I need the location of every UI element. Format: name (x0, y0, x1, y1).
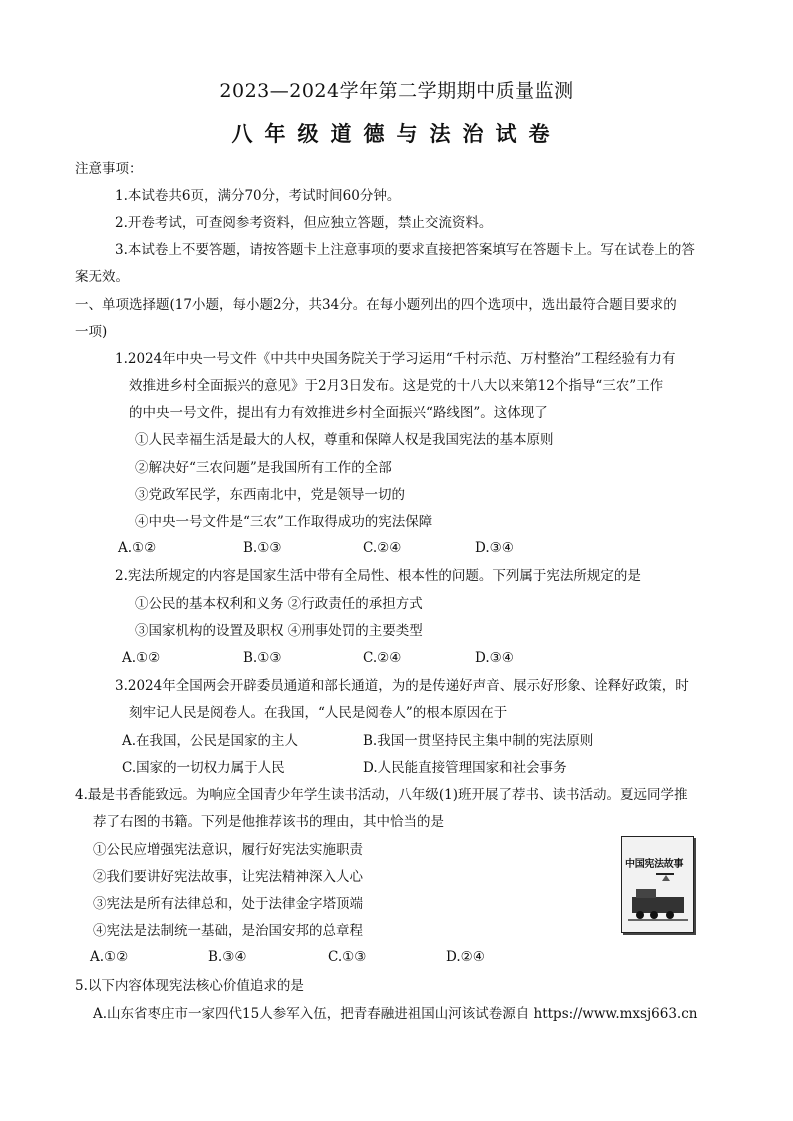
q4-option-c: C.①③ (328, 949, 367, 965)
q4-stem-line-2: 荐了右图的书籍。下列是他推荐该书的理由，其中恰当的是 (93, 814, 444, 830)
note-3-line-2: 案无效。 (75, 269, 129, 285)
q1-option-d: D.③④ (475, 540, 514, 556)
q1-statement-2: ②解决好“三农问题”是我国所有工作的全部 (135, 460, 392, 476)
q1-stem-line-3: 的中央一号文件，提出有力有效推进乡村全面振兴“路线图”。这体现了 (129, 405, 548, 421)
section-heading-cont: 一项) (75, 324, 108, 340)
q2-statements-2: ③国家机构的设置及职权 ④刑事处罚的主要类型 (135, 623, 423, 639)
q3-option-a: A.在我国，公民是国家的主人 (122, 733, 299, 749)
q4-statement-3: ③宪法是所有法律总和，处于法律金字塔顶端 (93, 896, 363, 912)
q2-statements-1: ①公民的基本权利和义务 ②行政责任的承担方式 (135, 596, 423, 612)
exam-title: 2023—2024学年第二学期期中质量监测 (219, 80, 574, 102)
q3-option-c: C.国家的一切权力属于人民 (122, 760, 285, 776)
exam-subtitle: 八年级道德与法治试卷 (231, 121, 562, 146)
q3-option-d: D.人民能直接管理国家和社会事务 (363, 760, 567, 776)
note-1: 1.本试卷共6页，满分70分，考试时间60分钟。 (115, 188, 401, 204)
q1-statement-4: ④中央一号文件是“三农”工作取得成功的宪法保障 (135, 514, 433, 530)
q2-option-c: C.②④ (363, 650, 402, 666)
q4-statement-4: ④宪法是法制统一基础，是治国安邦的总章程 (93, 923, 363, 939)
q3-option-b: B.我国一贯坚持民主集中制的宪法原则 (363, 733, 594, 749)
book-train-illustration (622, 837, 693, 932)
q1-option-a: A.①② (118, 540, 157, 556)
q1-stem-line-2: 效推进乡村全面振兴的意见》于2月3日发布。这是党的十八大以来第12个指导“三农”工作 (129, 378, 664, 394)
q4-statement-1: ①公民应增强宪法意识，履行好宪法实施职责 (93, 842, 363, 858)
q1-option-c: C.②④ (363, 540, 402, 556)
notes-heading: 注意事项： (75, 161, 143, 177)
q3-stem-line-2: 刻牢记人民是阅卷人。在我国，“人民是阅卷人”的根本原因在于 (129, 705, 508, 721)
q2-option-b: B.①③ (243, 650, 282, 666)
q5-stem: 5.以下内容体现宪法核心价值追求的是 (75, 978, 304, 994)
note-2: 2.开卷考试，可查阅参考资料，但应独立答题，禁止交流资料。 (115, 215, 493, 231)
book-title: 中国宪法故事 (625, 859, 684, 870)
q1-option-b: B.①③ (243, 540, 282, 556)
section-heading: 一、单项选择题(17小题，每小题2分，共34分。在每小题列出的四个选项中，选出最符合题目要求的 (75, 297, 677, 313)
q1-statement-1: ①人民幸福生活是最大的人权，尊重和保障人权是我国宪法的基本原则 (135, 432, 554, 448)
q1-stem-line-1: 1.2024年中央一号文件《中共中央国务院关于学习运用“千村示范、万村整治”工程经验有力有 (115, 351, 676, 367)
note-3-line-1: 3.本试卷上不要答题，请按答题卡上注意事项的要求直接把答案填写在答题卡上。写在试卷上的答 (115, 242, 695, 258)
q2-option-a: A.①② (122, 650, 161, 666)
q1-statement-3: ③党政军民学，东西南北中，党是领导一切的 (135, 487, 405, 503)
q4-option-a: A.①② (90, 949, 129, 965)
q2-stem: 2.宪法所规定的内容是国家生活中带有全局性、根本性的问题。下列属于宪法所规定的是 (115, 568, 641, 584)
q2-option-d: D.③④ (475, 650, 514, 666)
q4-stem-line-1: 4.最是书香能致远。为响应全国青少年学生读书活动，八年级(1)班开展了荐书、读书活动。夏远同学推 (75, 787, 688, 803)
q4-option-b: B.③④ (208, 949, 247, 965)
q4-statement-2: ②我们要讲好宪法故事，让宪法精神深入人心 (93, 869, 363, 885)
book-cover-image (621, 836, 694, 933)
q4-option-d: D.②④ (446, 949, 485, 965)
q5-option-a: A.山东省枣庄市一家四代15人参军入伍，把青春融进祖国山河该试卷源自 https://www.mxsj663.cn (93, 1006, 698, 1022)
q3-stem-line-1: 3.2024年全国两会开辟委员通道和部长通道，为的是传递好声音、展示好形象、诠释好政策，时 (115, 678, 689, 694)
